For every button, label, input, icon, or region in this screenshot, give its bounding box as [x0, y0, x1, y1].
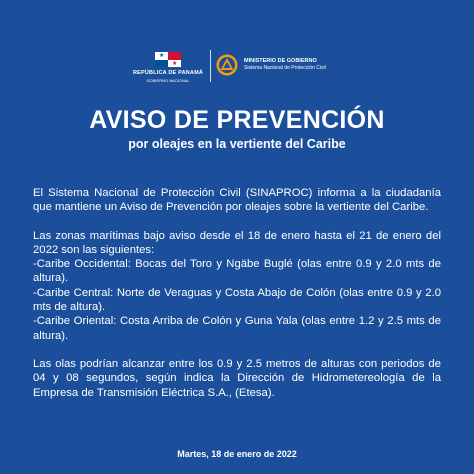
ministry-label: MINISTERIO DE GOBIERNO	[244, 58, 317, 64]
panama-flag-icon: ★ ★	[155, 52, 181, 67]
intro-paragraph: El Sistema Nacional de Protección Civil (SINAPROC) informa a la ciudadanía que mantiene un Aviso de Prevención por oleajes sobre la vertiente del Caribe.	[33, 187, 441, 214]
zone-item: -Caribe Occidental: Bocas del Toro y Ngäbe Buglé (olas entre 0.9 y 2.0 mts de altura).	[33, 258, 441, 285]
sinaproc-logo	[216, 52, 356, 82]
zone-item: -Caribe Central: Norte de Veraguas y Costa Abajo de Colón (olas entre 0.9 y 2.0 mts de altura).	[33, 286, 441, 314]
sinaproc-label: Sistema Nacional de Protección Civil	[244, 65, 326, 71]
header-divider	[210, 50, 211, 82]
zones-paragraph: Las zonas marítimas bajo aviso desde el 18 de enero hasta el 21 de enero del 2022 son las siguientes:	[33, 229, 441, 256]
civil-protection-icon	[216, 54, 238, 76]
page-title: AVISO DE PREVENCIÓN	[89, 106, 385, 134]
panama-government-logo	[128, 52, 208, 86]
date-footer: Martes, 18 de enero de 2022	[177, 449, 297, 459]
government-label: GOBIERNO NACIONAL	[146, 78, 190, 83]
republic-label: REPÚBLICA DE PANAMÁ	[132, 70, 204, 76]
page-subtitle: por oleajes en la vertiente del Caribe	[128, 137, 346, 151]
announcement-body	[33, 186, 441, 400]
waves-paragraph: Las olas podrían alcanzar entre los 0.9 y 2.5 metros de alturas con periodos de 04 y 08 segundos, según indica la Dirección de Hidrometereología de la Empresa de Transmisión Eléctrica S.A., (Etesa).	[33, 357, 441, 399]
zone-item: -Caribe Oriental: Costa Arriba de Colón y Guna Yala (olas entre 1.2 y 2.5 mts de altura).	[33, 315, 441, 342]
